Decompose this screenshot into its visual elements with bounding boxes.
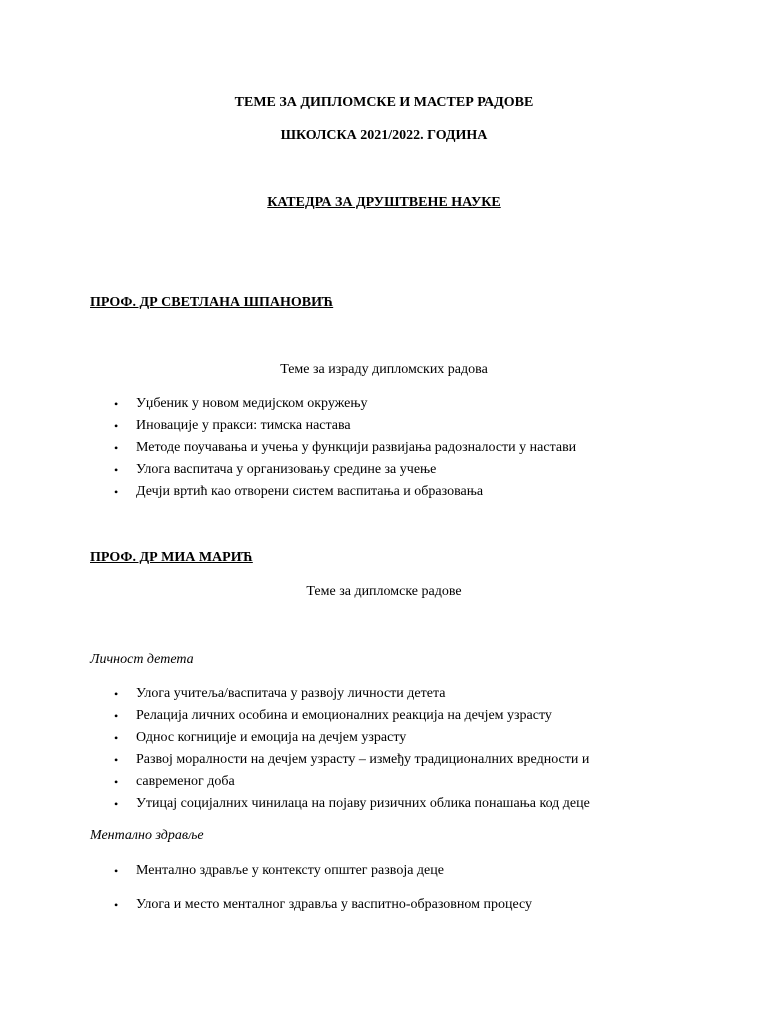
list-item-text: Уџбеник у новом медијском окружењу xyxy=(136,396,368,411)
list-item xyxy=(0,862,532,896)
list-item xyxy=(0,461,576,483)
group1-topic-list xyxy=(0,685,590,817)
list-item-text: Развој моралности на дечјем узрасту – између традиционалних вредности и xyxy=(136,752,590,767)
bullet-icon: • xyxy=(114,419,119,433)
list-item xyxy=(0,773,590,795)
list-item-text: Дечји вртић као отворени систем васпитања и образовања xyxy=(136,484,484,499)
bullet-icon: • xyxy=(114,441,119,455)
professor-heading-1: ПРОФ. ДР СВЕТЛАНА ШПАНОВИЋ xyxy=(90,295,334,310)
list-item-text: Улога и место менталног здравља у васпитно-образовном процесу xyxy=(136,897,533,912)
bullet-icon: • xyxy=(114,709,119,723)
list-item xyxy=(0,896,532,918)
list-item-text: Утицај социјалних чинилаца на појаву ризичних облика понашања код деце xyxy=(136,796,590,811)
list-item-text: Иновације у пракси: тимска настава xyxy=(136,418,351,433)
bullet-icon: • xyxy=(114,864,119,878)
bullet-icon: • xyxy=(114,485,119,499)
professor-heading-2: ПРОФ. ДР МИА МАРИЋ xyxy=(90,550,253,565)
bullet-icon: • xyxy=(114,687,119,701)
list-item xyxy=(0,395,576,417)
group1-heading: Личност детета xyxy=(90,652,194,667)
list-item xyxy=(0,729,590,751)
group2-topic-list xyxy=(0,862,532,918)
list-item-text: Однос когниције и емоција на дечјем узрасту xyxy=(136,730,407,745)
list-item xyxy=(0,795,590,817)
list-item-text: Методе поучавања и учења у функцији развијања радозналости у настави xyxy=(136,440,577,455)
document-title-line1: ТЕМЕ ЗА ДИПЛОМСКЕ И МАСТЕР РАДОВЕ xyxy=(234,95,534,110)
list-item-text: Релација личних особина и емоционалних реакција на дечјем узрасту xyxy=(136,708,552,723)
bullet-icon: • xyxy=(114,797,119,811)
list-item-text: Улога васпитача у организовању средине за учење xyxy=(136,462,437,477)
group2-heading: Ментално здравље xyxy=(90,828,204,843)
bullet-icon: • xyxy=(114,397,119,411)
section1-subtitle: Теме за израду дипломских радова xyxy=(280,362,488,377)
list-item xyxy=(0,751,590,773)
bullet-icon: • xyxy=(114,898,119,912)
bullet-icon: • xyxy=(114,775,119,789)
department-heading: КАТЕДРА ЗА ДРУШТВЕНЕ НАУКЕ xyxy=(267,195,501,210)
list-item xyxy=(0,685,590,707)
bullet-icon: • xyxy=(114,731,119,745)
list-item-text: Ментално здравље у контексту општег развоја деце xyxy=(136,863,444,878)
list-item xyxy=(0,417,576,439)
section2-subtitle: Теме за дипломске радове xyxy=(306,584,462,599)
list-item-text: Улога учитеља/васпитача у развоју личности детета xyxy=(136,686,446,701)
list-item xyxy=(0,707,590,729)
list-item xyxy=(0,439,576,461)
list-item-text: савременог доба xyxy=(136,774,235,789)
section1-topic-list xyxy=(0,395,576,505)
document-title-line2: ШКОЛСКА 2021/2022. ГОДИНА xyxy=(280,128,488,143)
list-item xyxy=(0,483,576,505)
bullet-icon: • xyxy=(114,753,119,767)
bullet-icon: • xyxy=(114,463,119,477)
